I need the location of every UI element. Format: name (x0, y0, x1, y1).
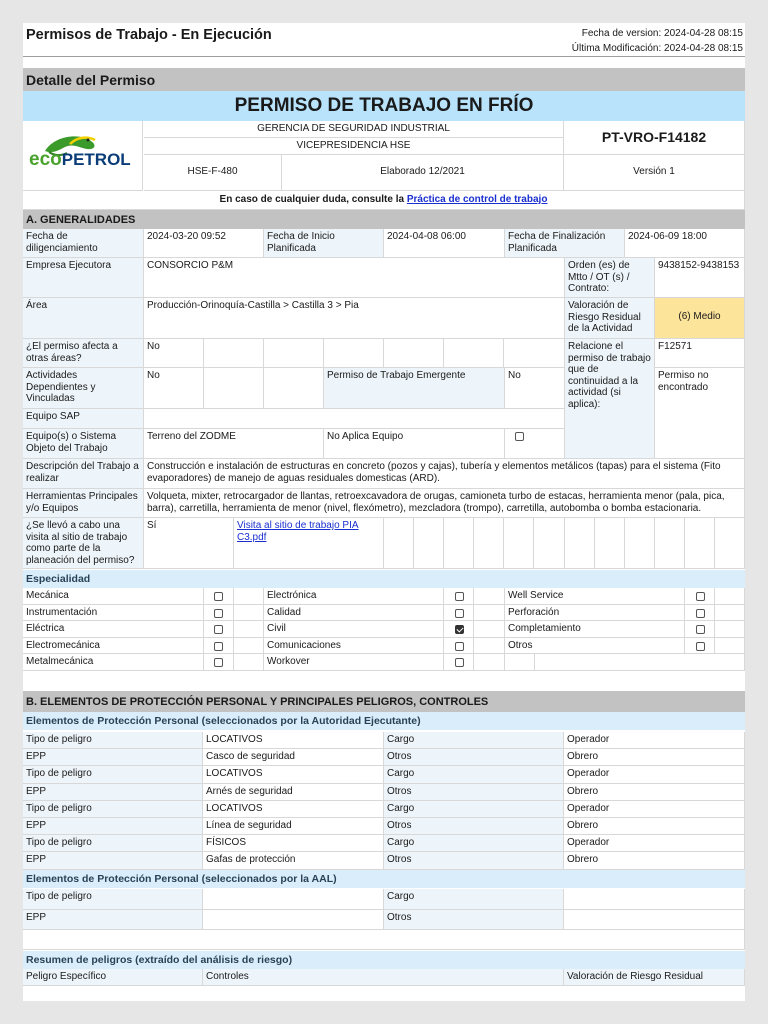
empty-cell (474, 638, 505, 655)
epp-cell: Tipo de peligro (23, 801, 203, 818)
notice-text: En caso de cualquier duda, consulte la (219, 194, 407, 205)
epp-cell: LOCATIVOS (203, 732, 384, 749)
relacione-code: F12571 (655, 339, 745, 368)
aal-title: Elementos de Protección Personal (seleccionados por la AAL) (23, 870, 745, 888)
epp-cell: EPP (23, 784, 203, 801)
especialidad-checkbox[interactable] (696, 625, 705, 634)
epp-cell: Operador (564, 801, 745, 818)
especialidad-checkbox[interactable] (455, 658, 464, 667)
empty-cell (234, 638, 264, 655)
especialidad-checkbox[interactable] (214, 658, 223, 667)
permit-page (23, 23, 745, 1001)
area-label: Área (23, 298, 144, 339)
actividades-label: Actividades Dependientes y Vinculadas (23, 368, 144, 409)
page-header (23, 23, 745, 57)
equipo-sistema-value: Terreno del ZODME (144, 429, 324, 459)
especialidad-checkbox[interactable] (696, 642, 705, 651)
valoracion-badge: (6) Medio (655, 298, 745, 339)
fecha-dil-value: 2024-03-20 09:52 (144, 229, 264, 258)
especialidad-item: Metalmecánica (23, 654, 204, 671)
fecha-ini-label: Fecha de Inicio Planificada (264, 229, 384, 258)
equipo-sap-value (144, 409, 565, 429)
epp-cell: EPP (23, 749, 203, 766)
especialidad-item: Mecánica (23, 588, 204, 605)
especialidad-checkbox[interactable] (214, 592, 223, 601)
empty-cell (595, 518, 625, 569)
no-aplica-checkbox[interactable] (515, 432, 524, 441)
epp-cell: Tipo de peligro (23, 835, 203, 852)
empty-cell (474, 654, 505, 671)
descripcion-value: Construcción e instalación de estructuras en concreto (pozos y cajas), tubería y elementos metálicos (tapas) para el sistema (Fito evaporadores) de manejo de aguas residuales domesticas (ARD). (144, 459, 745, 489)
valoracion-label: Valoración de Riesgo Residual de la Actividad (565, 298, 655, 339)
empty-cell (474, 621, 505, 638)
page-title: Permisos de Trabajo - En Ejecución (26, 27, 272, 43)
company-logo (29, 150, 131, 170)
epp-cell: Otros (384, 749, 564, 766)
especialidad-item: Electromecánica (23, 638, 204, 655)
especialidad-item: Electrónica (264, 588, 444, 605)
empty-cell (324, 339, 384, 368)
especialidad-item: Perforación (505, 605, 685, 622)
empty-cell (414, 518, 444, 569)
especialidad-item: Workover (264, 654, 444, 671)
epp-cell: Cargo (384, 801, 564, 818)
visita-value: Sí (144, 518, 234, 569)
orden-label: Orden (es) de Mtto / OT (s) / Contrato: (565, 258, 655, 298)
logo-petrol-text: PETROL (61, 150, 131, 169)
epp-cell: Cargo (384, 732, 564, 749)
aal-cell (203, 889, 384, 910)
empty-cell (505, 654, 535, 671)
empty-cell (234, 654, 264, 671)
practice-link[interactable]: Práctica de control de trabajo (406, 194, 548, 205)
empty-cell (384, 339, 444, 368)
afecta-value: No (144, 339, 204, 368)
spacer-row (23, 930, 745, 950)
epp-cell: Otros (384, 784, 564, 801)
section-b-title: B. ELEMENTOS DE PROTECCIÓN PERSONAL Y PRINCIPALES PELIGROS, CONTROLES (23, 691, 745, 712)
empty-cell (625, 518, 655, 569)
aal-cell (564, 889, 745, 910)
epp-cell: Gafas de protección (203, 852, 384, 869)
empresa-value: CONSORCIO P&M (144, 258, 565, 298)
especialidad-checkbox[interactable] (214, 625, 223, 634)
aal-cell (564, 910, 745, 931)
detail-title: Detalle del Permiso (23, 68, 745, 91)
version-date: Fecha de version: 2024-04-28 08:15 (581, 28, 743, 39)
epp-cell: EPP (23, 818, 203, 835)
epp-cell: LOCATIVOS (203, 766, 384, 783)
empty-cell (204, 339, 264, 368)
empty-cell (234, 621, 264, 638)
empty-cell (204, 368, 264, 409)
especialidad-item: Comunicaciones (264, 638, 444, 655)
especialidad-checkbox[interactable] (214, 609, 223, 618)
epp-cell: Tipo de peligro (23, 766, 203, 783)
visita-file-cell (234, 518, 384, 569)
area-value: Producción-Orinoquía-Castilla > Castilla 3 > Pia (144, 298, 565, 339)
afecta-label: ¿El permiso afecta a otras áreas? (23, 339, 144, 368)
aal-cell: EPP (23, 910, 203, 931)
epp-title: Elementos de Protección Personal (seleccionados por la Autoridad Ejecutante) (23, 712, 745, 730)
resumen-header: Peligro Específico (23, 969, 203, 986)
especialidad-item: Calidad (264, 605, 444, 622)
relacione-label: Relacione el permiso de trabajo que de continuidad a la actividad (si aplica): (565, 339, 655, 459)
empresa-label: Empresa Ejecutora (23, 258, 144, 298)
descripcion-label: Descripción del Trabajo a realizar (23, 459, 144, 489)
empty-cell (234, 588, 264, 605)
empty-cell (234, 605, 264, 622)
epp-cell: Operador (564, 732, 745, 749)
especialidad-item: Otros (505, 638, 685, 655)
herramientas-label: Herramientas Principales y/o Equipos (23, 489, 144, 518)
especialidad-checkbox[interactable] (455, 642, 464, 651)
empty-cell (264, 339, 324, 368)
actividades-value: No (144, 368, 204, 409)
equipo-sap-label: Equipo SAP (23, 409, 144, 429)
aal-cell: Otros (384, 910, 564, 931)
permit-title: PERMISO DE TRABAJO EN FRÍO (23, 91, 745, 121)
epp-cell: Otros (384, 818, 564, 835)
epp-cell: Arnés de seguridad (203, 784, 384, 801)
empty-cell (264, 368, 324, 409)
especialidad-checkbox[interactable] (696, 592, 705, 601)
resumen-header: Controles (203, 969, 564, 986)
version-info (572, 26, 743, 56)
especialidad-item: Eléctrica (23, 621, 204, 638)
empty-cell (535, 654, 745, 671)
herramientas-value: Volqueta, mixter, retrocargador de llantas, retroexcavadora de orugas, camioneta turbo de estacas, herramienta menor (pala, pica, barra), carretilla, herramienta de menor (nivel, flexómetro), mezcladora (trompo), carretilla, autobomba o bomba estacionaria. (144, 489, 745, 518)
form-code: HSE-F-480 (144, 155, 282, 191)
especialidad-checkbox[interactable] (455, 609, 464, 618)
visita-file-link[interactable]: Visita al sitio de trabajo PIA C3.pdf (237, 520, 359, 543)
empty-cell (474, 588, 505, 605)
epp-cell: Obrero (564, 784, 745, 801)
especialidad-item: Well Service (505, 588, 685, 605)
permit-code: PT-VRO-F14182 (564, 121, 745, 155)
especialidad-checkbox[interactable] (696, 609, 705, 618)
empty-cell (715, 605, 745, 622)
resumen-title: Resumen de peligros (extraído del análisis de riesgo) (23, 951, 745, 969)
visita-label: ¿Se llevó a cabo una visita al sitio de trabajo como parte de la planeación del permiso? (23, 518, 144, 569)
aal-cell: Tipo de peligro (23, 889, 203, 910)
orden-value: 9438152-9438153 (655, 258, 745, 298)
epp-cell: Obrero (564, 749, 745, 766)
empty-cell (534, 518, 565, 569)
epp-cell: EPP (23, 852, 203, 869)
logo-eco-text: eco (29, 149, 62, 170)
no-aplica-label: No Aplica Equipo (324, 429, 505, 459)
especialidad-item: Civil (264, 621, 444, 638)
no-aplica-cell (505, 429, 565, 459)
especialidad-checkbox[interactable] (455, 625, 464, 634)
empty-cell (655, 518, 685, 569)
especialidad-checkbox[interactable] (455, 592, 464, 601)
elaborado: Elaborado 12/2021 (282, 155, 564, 191)
empty-cell (474, 518, 504, 569)
epp-cell: Obrero (564, 818, 745, 835)
fecha-fin-value: 2024-06-09 18:00 (625, 229, 745, 258)
especialidad-item: Instrumentación (23, 605, 204, 622)
epp-cell: FÍSICOS (203, 835, 384, 852)
empty-cell (444, 518, 474, 569)
form-version: Versión 1 (564, 155, 745, 191)
empty-cell (715, 588, 745, 605)
especialidad-checkbox[interactable] (214, 642, 223, 651)
empty-cell (685, 518, 715, 569)
resumen-header: Valoración de Riesgo Residual (564, 969, 745, 986)
empty-cell (384, 518, 414, 569)
empty-cell (504, 339, 565, 368)
especialidad-title: Especialidad (23, 570, 745, 588)
fecha-ini-value: 2024-04-08 06:00 (384, 229, 505, 258)
vicepresidencia: VICEPRESIDENCIA HSE (144, 138, 564, 155)
epp-cell: Obrero (564, 852, 745, 869)
epp-cell: Operador (564, 835, 745, 852)
empty-cell (444, 339, 504, 368)
epp-cell: Tipo de peligro (23, 732, 203, 749)
notice (23, 191, 745, 210)
fecha-dil-label: Fecha de diligenciamiento (23, 229, 144, 258)
relacione-status: Permiso no encontrado (655, 368, 745, 459)
aal-cell (203, 910, 384, 931)
empty-cell (565, 518, 595, 569)
emergente-label: Permiso de Trabajo Emergente (324, 368, 505, 409)
empty-cell (715, 621, 745, 638)
epp-cell: Cargo (384, 766, 564, 783)
epp-cell: Casco de seguridad (203, 749, 384, 766)
epp-cell: Operador (564, 766, 745, 783)
emergente-value: No (505, 368, 565, 409)
gerencia: GERENCIA DE SEGURIDAD INDUSTRIAL (144, 121, 564, 138)
empty-cell (715, 638, 745, 655)
epp-cell: Otros (384, 852, 564, 869)
epp-cell: Línea de seguridad (203, 818, 384, 835)
aal-cell: Cargo (384, 889, 564, 910)
section-a-title: A. GENERALIDADES (23, 210, 745, 229)
epp-cell: LOCATIVOS (203, 801, 384, 818)
empty-cell (504, 518, 534, 569)
fecha-fin-label: Fecha de Finalización Planificada (505, 229, 625, 258)
empty-cell (715, 518, 745, 569)
last-modified: Última Modificación: 2024-04-28 08:15 (571, 43, 743, 54)
epp-cell: Cargo (384, 835, 564, 852)
equipo-sistema-label: Equipo(s) o Sistema Objeto del Trabajo (23, 429, 144, 459)
empty-cell (474, 605, 505, 622)
especialidad-item: Completamiento (505, 621, 685, 638)
